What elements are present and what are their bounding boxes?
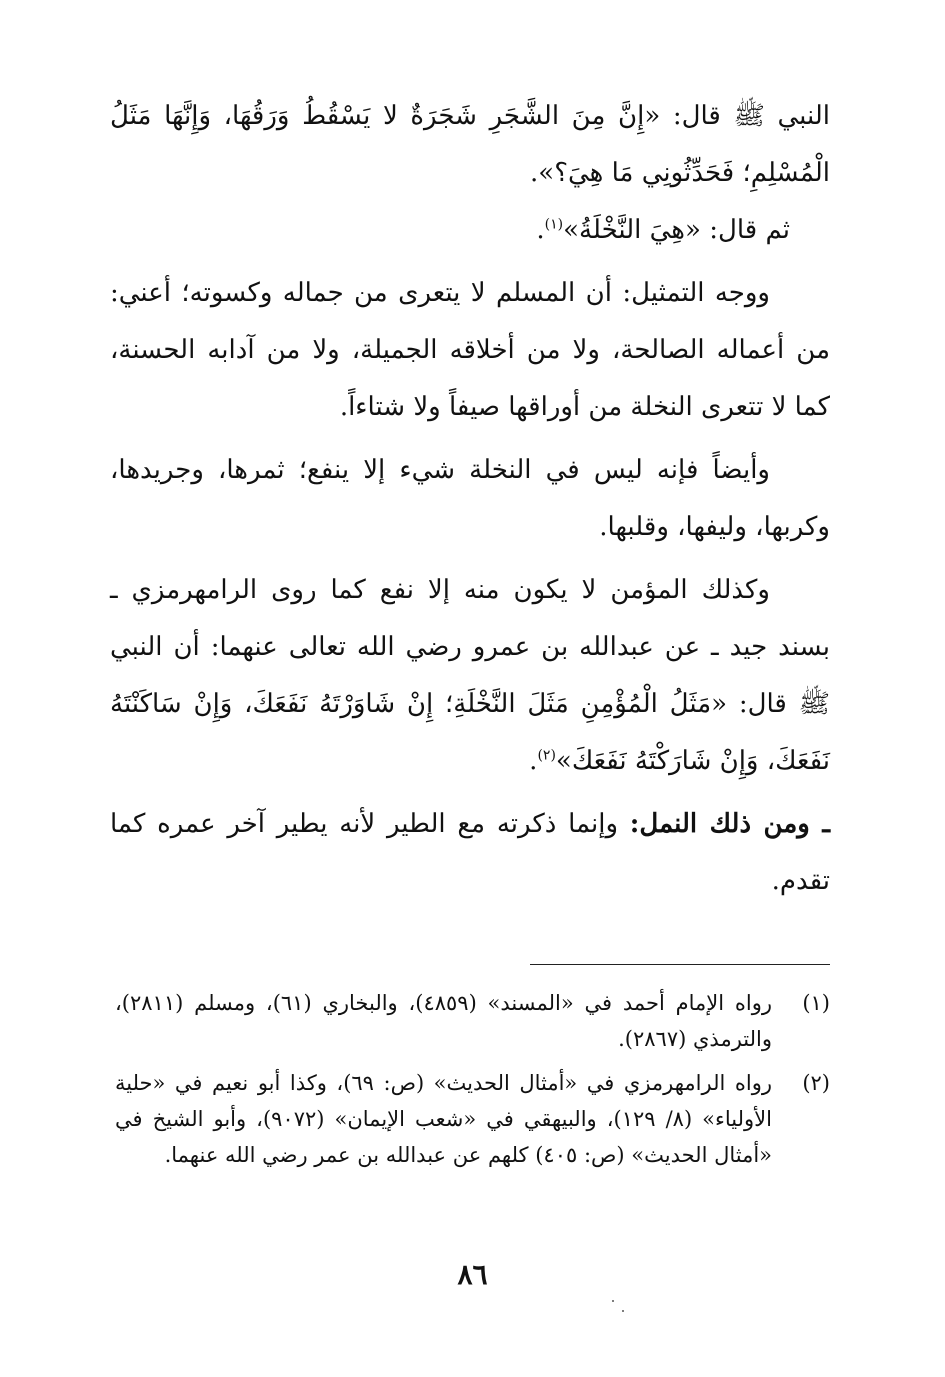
paragraph-analogy-text: ووجه التمثيل: أن المسلم لا يتعرى من جماله وكسوته؛ أعني: من أعماله الصالحة، ولا من أخلاقه الجميلة، ولا من آدابه الحسنة، كما لا تتعرى النخلة من أوراقها صيفاً ولا شتاءاً. [110,278,830,422]
footnote-1-number: (١) [802,991,830,1015]
paragraph-believer-end: . [529,746,538,776]
paragraph-ants-text: وإنما ذكرته مع الطير لأنه يطير آخر عمره كما تقدم. [110,809,830,896]
footnote-ref-1[interactable]: (١) [544,216,564,233]
footnote-1 [115,985,830,1057]
paragraph-palm-benefit [110,442,830,556]
footnote-2-number: (٢) [802,1071,830,1095]
footnote-2-text: رواه الرامهرمزي في «أمثال الحديث» (ص: ٦٩)، وكذا أبو نعيم في «حلية الأولياء» (٨/ ١٢٩)، والبيهقي في «شعب الإيمان» (٩٠٧٢)، وأبو الشيخ في «أمثال الحديث» (ص: ٤٠٥) كلهم عن عبدالله بن عمر رضي الله عنهما. [115,1071,772,1167]
paragraph-believer-text: وكذلك المؤمن لا يكون منه إلا نفع كما روى الرامهرمزي ـ بسند جيد ـ عن عبدالله بن عمرو رضي الله تعالى عنهما: أن النبي ﷺ قال: «مَثَلُ الْمُؤْمِنِ مَثَلَ النَّخْلَةِ؛ إِنْ شَاوَرْتَهُ نَفَعَكَ، وَإِنْ سَاكَنْتَهُ نَفَعَكَ، وَإِنْ شَارَكْتَهُ نَفَعَكَ» [110,575,830,776]
paragraph-analogy [110,265,830,436]
paragraph-palm-answer [110,202,830,259]
paragraph-hadith-tree [110,88,830,202]
paragraph-palm-answer-end: . [536,215,545,245]
scan-speck [612,1300,614,1302]
footnote-1-text: رواه الإمام أحمد في «المسند» (٤٨٥٩)، والبخاري (٦١)، ومسلم (٢٨١١)، والترمذي (٢٨٦٧). [115,991,772,1051]
footnote-2 [115,1065,830,1173]
paragraph-hadith-tree-text: النبي ﷺ قال: «إِنَّ مِنَ الشَّجَرِ شَجَرَةٌ لا يَسْقُطُ وَرَقُهَا، وَإِنَّهَا مَثَلُ الْمُسْلِمِ؛ فَحَدِّثُونِي مَا هِيَ؟». [110,101,830,188]
paragraph-ants [110,796,830,910]
scan-speck [622,1310,624,1312]
page-number: ٨٦ [457,1258,488,1291]
footnote-ref-2[interactable]: (٢) [537,747,556,764]
paragraph-palm-benefit-text: وأيضاً فإنه ليس في النخلة شيء إلا ينفع؛ ثمرها، وجريدها، وكربها، وليفها، وقلبها. [110,455,830,542]
main-text [110,88,830,910]
paragraph-palm-answer-text: ثم قال: «هِيَ النَّخْلَةُ» [563,215,790,245]
paragraph-believer [110,562,830,790]
footnote-separator [530,964,830,965]
footnotes [115,985,830,1181]
paragraph-ants-heading: ـ ومن ذلك النمل: [629,809,830,839]
